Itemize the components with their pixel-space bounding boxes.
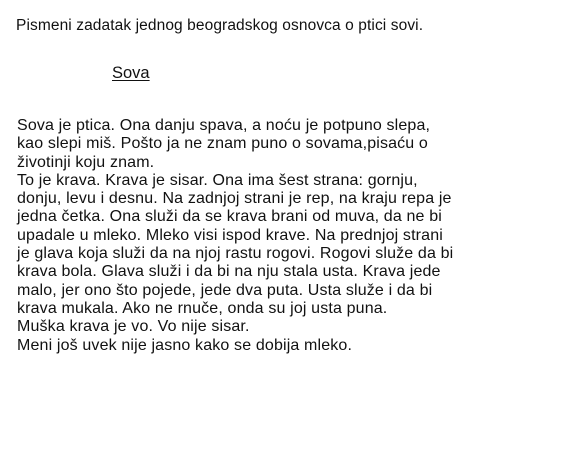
essay-line: jedna četka. Ona služi da se krava brani od muva, da ne bi <box>17 208 442 226</box>
essay-line: donju, levu i desnu. Na zadnjoj strani je rep, na kraju repa je <box>17 190 452 208</box>
essay-title: Sova <box>112 64 150 82</box>
essay-line: je glava koja služi da na njoj rastu rogovi. Rogovi služe da bi <box>17 245 454 263</box>
essay-body <box>17 117 565 355</box>
essay-line: kao slepi miš. Pošto ja ne znam puno o sovama,pisaću o <box>17 135 428 153</box>
essay-line: krava mukala. Ako ne rnuče, onda su joj usta puna. <box>17 299 388 317</box>
essay-line: Sova je ptica. Ona danju spava, a noću je potpuno slepa, <box>17 117 431 134</box>
essay-line: krava bola. Glava služi i da bi na nju stala usta. Krava jede <box>17 263 441 281</box>
essay-line: To je krava. Krava je sisar. Ona ima šest strana: gornju, <box>17 171 418 189</box>
essay-line: životinji koju znam. <box>17 153 155 171</box>
essay-line: Meni još uvek nije jasno kako se dobija mleko. <box>17 336 353 354</box>
essay-line: upadale u mleko. Mleko visi ispod krave. Na prednjoj strani <box>17 226 443 244</box>
essay-line: Muška krava je vo. Vo nije sisar. <box>17 318 250 336</box>
intro-sentence: Pismeni zadatak jednog beogradskog osnovca o ptici sovi. <box>16 17 424 34</box>
essay-line: malo, jer ono što pojede, jede dva puta. Usta služe i da bi <box>17 281 433 299</box>
